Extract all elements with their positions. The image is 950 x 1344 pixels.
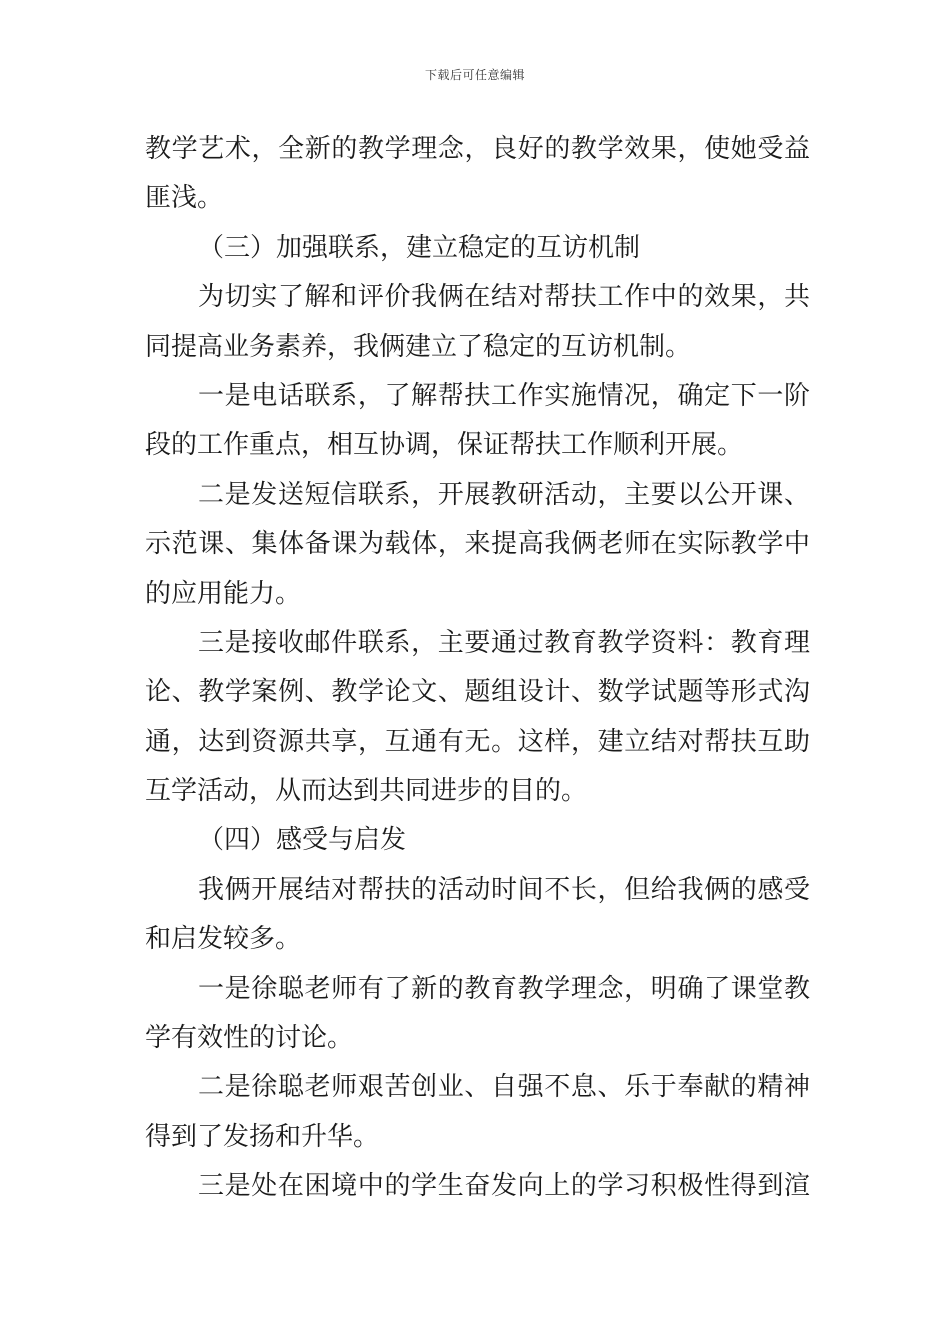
text-line: 二是发送短信联系，开展教研活动，主要以公开课、 bbox=[198, 479, 810, 510]
text-line: 三是接收邮件联系，主要通过教育教学资料：教育理 bbox=[198, 627, 810, 658]
text-line: 为切实了解和评价我俩在结对帮扶工作中的效果，共 bbox=[198, 282, 810, 313]
page-header: 下载后可任意编辑 bbox=[424, 68, 525, 82]
text-line: 示范课、集体备课为载体，来提高我俩老师在实际教学中 bbox=[145, 529, 810, 560]
text-line: 一是电话联系，了解帮扶工作实施情况，确定下一阶 bbox=[198, 380, 810, 411]
text-line: 教学艺术，全新的教学理念，良好的教学效果，使她受益 bbox=[145, 134, 810, 164]
text-line: 通，达到资源共享，互通有无。这样，建立结对帮扶互助 bbox=[145, 726, 810, 757]
text-line: （四）感受与启发 bbox=[198, 825, 407, 856]
text-line: 匪浅。 bbox=[145, 183, 224, 214]
text-line: 互学活动，从而达到共同进步的目的。 bbox=[145, 776, 588, 807]
text-line: 和启发较多。 bbox=[145, 924, 302, 955]
text-line: 三是处在困境中的学生奋发向上的学习积极性得到渲 bbox=[198, 1171, 810, 1202]
document-body bbox=[145, 125, 810, 1212]
text-line: 学有效性的讨论。 bbox=[145, 1023, 354, 1054]
text-line: 的应用能力。 bbox=[145, 578, 302, 609]
text-line: 得到了发扬和升华。 bbox=[145, 1121, 380, 1152]
text-line: 二是徐聪老师艰苦创业、自强不息、乐于奉献的精神 bbox=[198, 1072, 810, 1103]
text-line: （三）加强联系，建立稳定的互访机制 bbox=[198, 232, 641, 263]
text-line: 段的工作重点，相互协调，保证帮扶工作顺利开展。 bbox=[145, 430, 744, 461]
text-line: 我俩开展结对帮扶的活动时间不长，但给我俩的感受 bbox=[198, 874, 810, 905]
text-line: 论、教学案例、教学论文、题组设计、数学试题等形式沟 bbox=[145, 677, 810, 708]
text-line: 同提高业务素养，我俩建立了稳定的互访机制。 bbox=[145, 331, 692, 362]
text-line: 一是徐聪老师有了新的教育教学理念，明确了课堂教 bbox=[198, 973, 810, 1004]
